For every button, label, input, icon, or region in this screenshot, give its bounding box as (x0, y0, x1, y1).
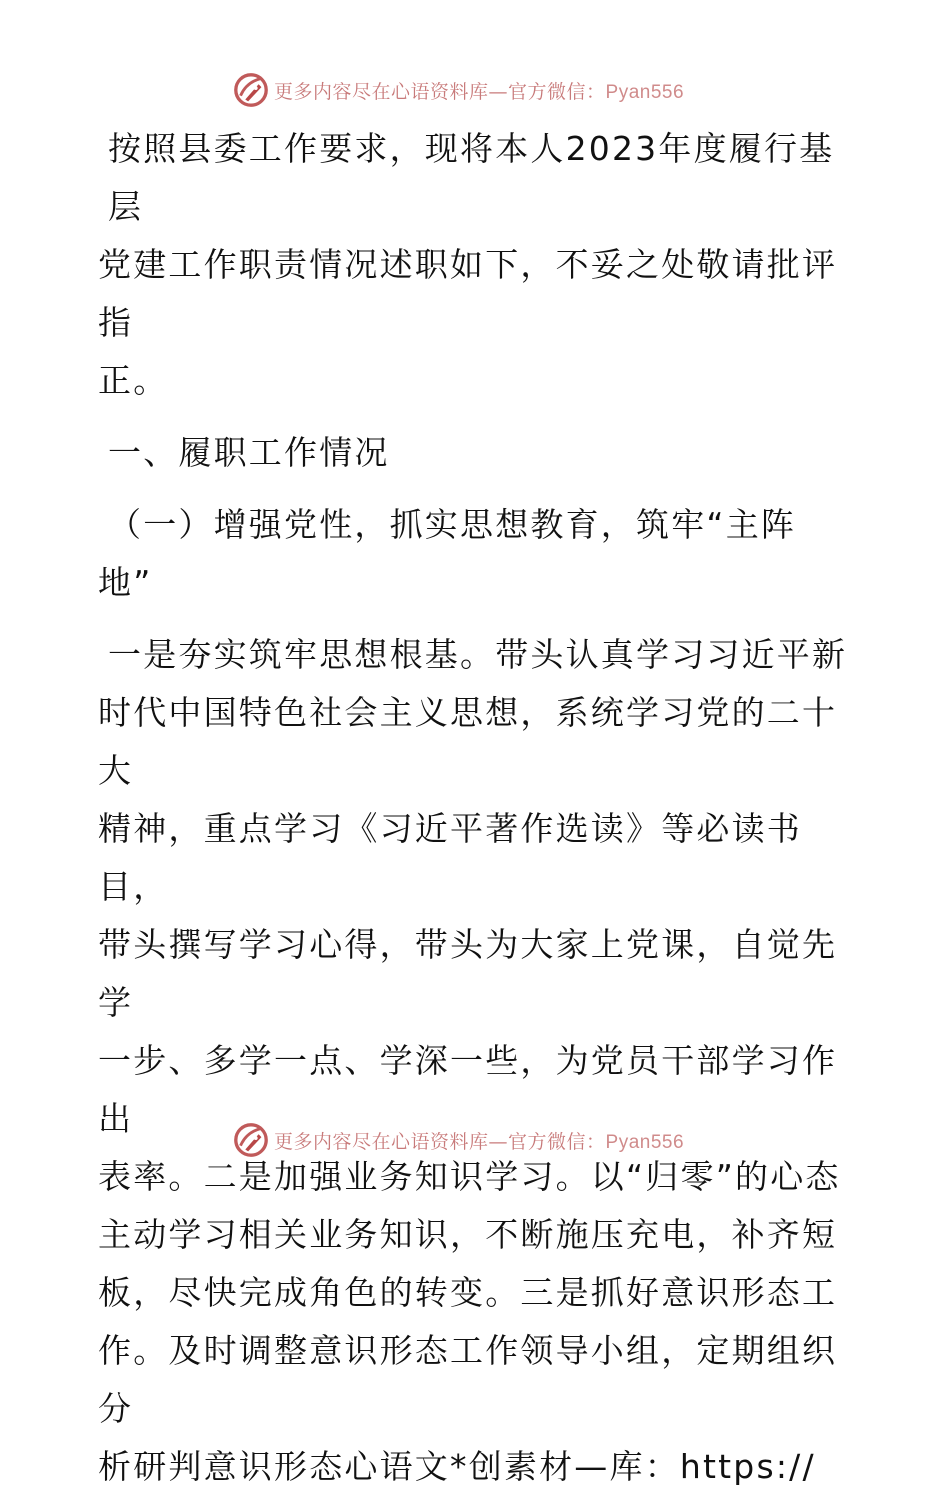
header-wechat-id: Pyan556 (605, 81, 685, 103)
paragraph-line: 带头撰写学习心得，带头为大家上党课，自觉先学 (98, 925, 838, 1022)
intro-line: 按照县委工作要求，现将本人2023年度履行基层 (108, 129, 835, 226)
footer-wechat-id: Pyan556 (605, 1131, 685, 1153)
intro-line: 党建工作职责情况述职如下，不妥之处敬请批评指 (98, 245, 838, 342)
subsection-heading-line: 地” (98, 563, 153, 602)
paragraph-line: 时代中国特色社会主义思想，系统学习党的二十大 (98, 693, 838, 790)
paragraph-line: 一步、多学一点、学深一些，为党员干部学习作出 (98, 1041, 838, 1138)
footer-watermark-text (274, 1127, 684, 1154)
pen-logo-icon (232, 1121, 270, 1159)
header-watermark-label: 更多内容尽在心语资料库—官方微信： (274, 80, 606, 103)
pen-logo-icon (232, 71, 270, 109)
paragraph-line: 板，尽快完成角色的转变。三是抓好意识形态工 (98, 1273, 838, 1312)
paragraph-line: 作。及时调整意识形态工作领导小组，定期组织分 (98, 1331, 838, 1428)
section-heading: 一、履职工作情况 (108, 433, 390, 472)
paragraph-line: 精神，重点学习《习近平著作选读》等必读书目， (98, 809, 802, 906)
header-watermark-banner (232, 70, 732, 110)
footer-watermark-banner (232, 1120, 732, 1160)
paragraph-line: 表率。二是加强业务知识学习。以“归零”的心态 (98, 1157, 841, 1196)
paragraph-line: 析研判意识形态心语文*创素材—库：https:// (98, 1447, 816, 1486)
header-watermark-text (274, 77, 684, 104)
paragraph-line: 一是夯实筑牢思想根基。带头认真学习习近平新 (108, 635, 848, 674)
intro-line: 正。 (98, 361, 169, 400)
subsection-heading-line: （一）增强党性，抓实思想教育，筑牢“主阵 (108, 505, 797, 544)
paragraph-line: 主动学习相关业务知识，不断施压充电，补齐短 (98, 1215, 838, 1254)
document-body (98, 120, 858, 1496)
footer-watermark-label: 更多内容尽在心语资料库—官方微信： (274, 1130, 606, 1153)
